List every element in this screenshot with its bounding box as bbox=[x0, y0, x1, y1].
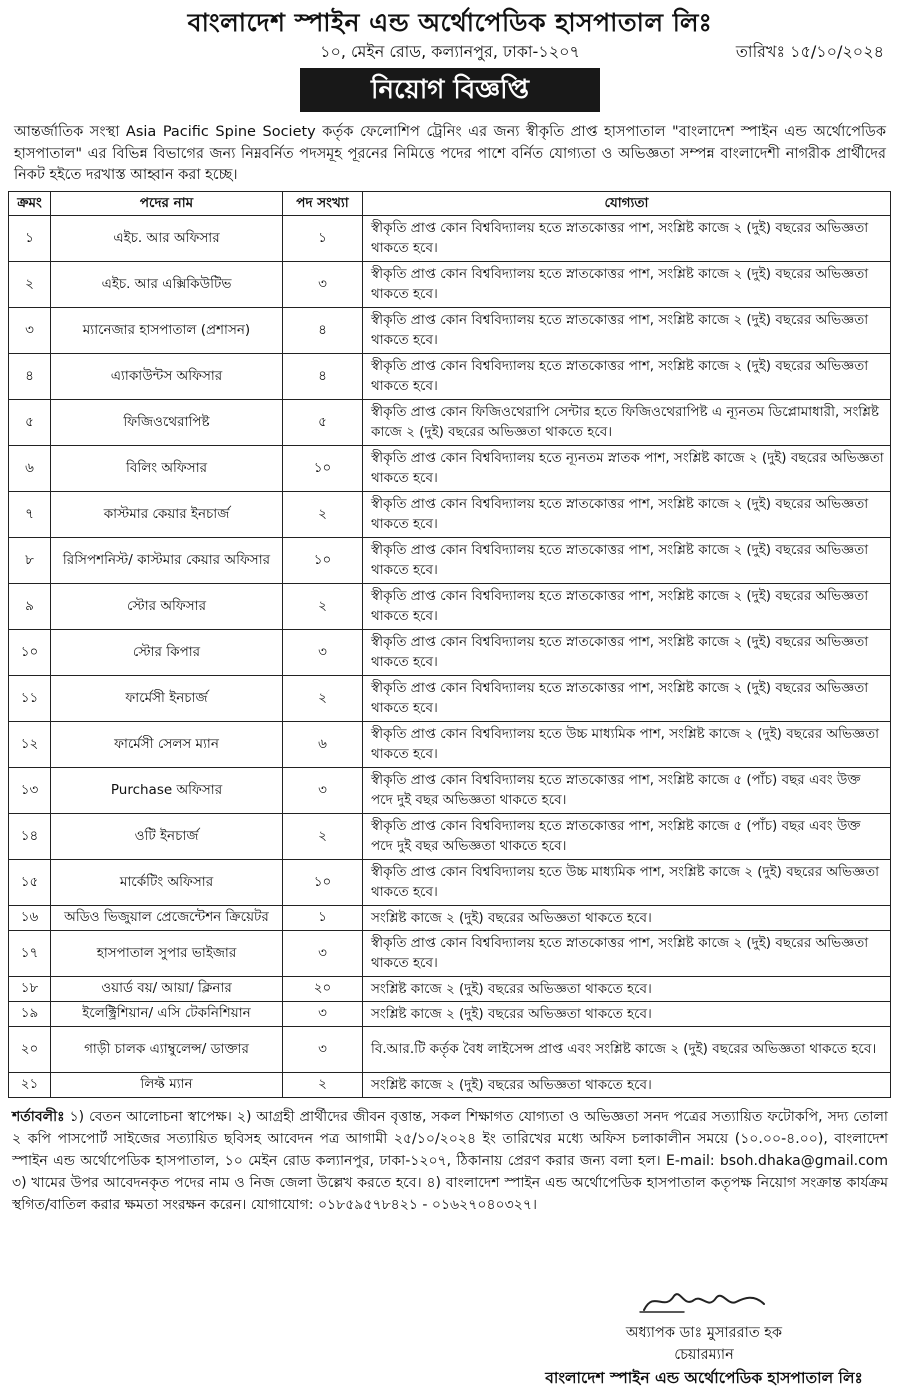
row-qualification: স্বীকৃতি প্রাপ্ত কোন বিশ্ববিদ্যালয় হতে স্নাতকোত্তর পাশ, সংশ্লিষ্ট কাজে ২ (দুই) বছরের অভিজ্ঞতা থাকতে হবে। bbox=[363, 353, 891, 399]
terms-paragraph bbox=[8, 1106, 892, 1216]
row-qualification: স্বীকৃতি প্রাপ্ত কোন বিশ্ববিদ্যালয় হতে স্নাতকোত্তর পাশ, সংশ্লিষ্ট কাজে ২ (দুই) বছরের অভিজ্ঞতা থাকতে হবে। bbox=[363, 537, 891, 583]
row-qualification: সংশ্লিষ্ট কাজে ২ (দুই) বছরের অভিজ্ঞতা থাকতে হবে। bbox=[363, 905, 891, 930]
row-qualification: বি.আর.টি কর্তৃক বৈধ লাইসেন্স প্রাপ্ত এবং সংশ্লিষ্ট কাজে ২ (দুই) বছরের অভিজ্ঞতা থাকতে হবে। bbox=[363, 1026, 891, 1072]
row-post-name: ম্যানেজার হাসপাতাল (প্রশাসন) bbox=[51, 307, 283, 353]
signature-scribble-icon bbox=[624, 1282, 784, 1318]
row-serial: ২০ bbox=[9, 1026, 51, 1072]
jobs-table-body bbox=[9, 215, 891, 1097]
row-serial: ১১ bbox=[9, 675, 51, 721]
signatory-org: বাংলাদেশ স্পাইন এন্ড অর্থোপেডিক হাসপাতাল লিঃ bbox=[545, 1369, 863, 1386]
row-post-name: বিলিং অফিসার bbox=[51, 445, 283, 491]
row-serial: ১৭ bbox=[9, 930, 51, 976]
signatory-title: চেয়ারম্যান bbox=[674, 1347, 734, 1363]
row-serial: ৭ bbox=[9, 491, 51, 537]
row-qualification: স্বীকৃতি প্রাপ্ত কোন বিশ্ববিদ্যালয় হতে উচ্চ মাধ্যমিক পাশ, সংশ্লিষ্ট কাজে ২ (দুই) বছরের অভিজ্ঞতা থাকতে হবে। bbox=[363, 859, 891, 905]
row-serial: ১৫ bbox=[9, 859, 51, 905]
row-qualification: স্বীকৃতি প্রাপ্ত কোন বিশ্ববিদ্যালয় হতে স্নাতকোত্তর পাশ, সংশ্লিষ্ট কাজে ২ (দুই) বছরের অভিজ্ঞতা থাকতে হবে। bbox=[363, 629, 891, 675]
row-post-count: ৩ bbox=[283, 261, 363, 307]
row-qualification: স্বীকৃতি প্রাপ্ত কোন বিশ্ববিদ্যালয় হতে স্নাতকোত্তর পাশ, সংশ্লিষ্ট কাজে ২ (দুই) বছরের অভিজ্ঞতা থাকতে হবে। bbox=[363, 930, 891, 976]
row-post-name: ফার্মেসী ইনচার্জ bbox=[51, 675, 283, 721]
table-row bbox=[9, 859, 891, 905]
row-post-count: ১০ bbox=[283, 537, 363, 583]
row-serial: ১৬ bbox=[9, 905, 51, 930]
row-post-name: মার্কেটিং অফিসার bbox=[51, 859, 283, 905]
notice-banner: নিয়োগ বিজ্ঞপ্তি bbox=[300, 68, 600, 112]
row-post-name: লিফ্ট ম্যান bbox=[51, 1072, 283, 1097]
row-post-count: ২ bbox=[283, 1072, 363, 1097]
row-post-name: কাস্টমার কেয়ার ইনচার্জ bbox=[51, 491, 283, 537]
signatory-name: অধ্যাপক ডাঃ মুসাররাত হক bbox=[625, 1325, 783, 1341]
row-post-count: ৫ bbox=[283, 399, 363, 445]
row-serial: ১৪ bbox=[9, 813, 51, 859]
row-post-count: ২ bbox=[283, 675, 363, 721]
address-row bbox=[8, 40, 892, 64]
row-qualification: স্বীকৃতি প্রাপ্ত কোন বিশ্ববিদ্যালয় হতে স্নাতকোত্তর পাশ, সংশ্লিষ্ট কাজে ২ (দুই) বছরের অভিজ্ঞতা থাকতে হবে। bbox=[363, 491, 891, 537]
row-post-count: ৩ bbox=[283, 1001, 363, 1026]
table-header-row bbox=[9, 191, 891, 215]
table-row bbox=[9, 675, 891, 721]
row-qualification: স্বীকৃতি প্রাপ্ত কোন বিশ্ববিদ্যালয় হতে স্নাতকোত্তর পাশ, সংশ্লিষ্ট কাজে ৫ (পাঁচ) বছর এবং উক্ত পদে দুই বছর অভিজ্ঞতা থাকতে হবে। bbox=[363, 767, 891, 813]
row-qualification: স্বীকৃতি প্রাপ্ত কোন বিশ্ববিদ্যালয় হতে স্নাতকোত্তর পাশ, সংশ্লিষ্ট কাজে ২ (দুই) বছরের অভিজ্ঞতা থাকতে হবে। bbox=[363, 675, 891, 721]
row-qualification: স্বীকৃতি প্রাপ্ত কোন বিশ্ববিদ্যালয় হতে স্নাতকোত্তর পাশ, সংশ্লিষ্ট কাজে ২ (দুই) বছরের অভিজ্ঞতা থাকতে হবে। bbox=[363, 307, 891, 353]
row-qualification: স্বীকৃতি প্রাপ্ত কোন বিশ্ববিদ্যালয় হতে ন্যূনতম স্নাতক পাশ, সংশ্লিষ্ট কাজে ২ (দুই) বছরের অভিজ্ঞতা থাকতে হবে। bbox=[363, 445, 891, 491]
row-serial: ১ bbox=[9, 215, 51, 261]
row-post-name: এইচ. আর এক্সিকিউটিভ bbox=[51, 261, 283, 307]
job-circular-page bbox=[8, 6, 892, 1380]
row-qualification: স্বীকৃতি প্রাপ্ত কোন বিশ্ববিদ্যালয় হতে স্নাতকোত্তর পাশ, সংশ্লিষ্ট কাজে ২ (দুই) বছরের অভিজ্ঞতা থাকতে হবে। bbox=[363, 583, 891, 629]
jobs-table bbox=[8, 191, 891, 1098]
table-row bbox=[9, 215, 891, 261]
table-row bbox=[9, 1001, 891, 1026]
table-row bbox=[9, 307, 891, 353]
row-post-name: এইচ. আর অফিসার bbox=[51, 215, 283, 261]
org-address: ১০, মেইন রোড, কল্যানপুর, ঢাকা-১২০৭ bbox=[320, 42, 580, 61]
row-post-count: ৪ bbox=[283, 307, 363, 353]
row-serial: ১৩ bbox=[9, 767, 51, 813]
row-serial: ৩ bbox=[9, 307, 51, 353]
row-serial: ৫ bbox=[9, 399, 51, 445]
row-post-name: ইলেক্ট্রিশিয়ান/ এসি টেকনিশিয়ান bbox=[51, 1001, 283, 1026]
row-serial: ৬ bbox=[9, 445, 51, 491]
row-serial: ২১ bbox=[9, 1072, 51, 1097]
terms-label: শর্তাবলীঃ bbox=[12, 1108, 65, 1125]
row-post-name: ফার্মেসী সেলস ম্যান bbox=[51, 721, 283, 767]
row-serial: ১২ bbox=[9, 721, 51, 767]
table-row bbox=[9, 905, 891, 930]
row-post-name: হাসপাতাল সুপার ভাইজার bbox=[51, 930, 283, 976]
row-serial: ৪ bbox=[9, 353, 51, 399]
row-post-count: ৩ bbox=[283, 930, 363, 976]
header-qualification: যোগ্যতা bbox=[363, 191, 891, 215]
row-post-name: অডিও ভিজুয়াল প্রেজেন্টেশন ক্রিয়েটর bbox=[51, 905, 283, 930]
header-post: পদের নাম bbox=[51, 191, 283, 215]
row-post-name: ফিজিওথেরাপিষ্ট bbox=[51, 399, 283, 445]
row-post-count: ১০ bbox=[283, 859, 363, 905]
row-qualification: স্বীকৃতি প্রাপ্ত কোন বিশ্ববিদ্যালয় হতে উচ্চ মাধ্যমিক পাশ, সংশ্লিষ্ট কাজে ২ (দুই) বছরের অভিজ্ঞতা থাকতে হবে। bbox=[363, 721, 891, 767]
row-post-count: ২ bbox=[283, 583, 363, 629]
row-serial: ১৯ bbox=[9, 1001, 51, 1026]
header-serial: ক্রমং bbox=[9, 191, 51, 215]
table-row bbox=[9, 1026, 891, 1072]
row-post-count: ২০ bbox=[283, 976, 363, 1001]
row-post-count: ১ bbox=[283, 905, 363, 930]
row-post-name: রিসিপশনিস্ট/ কাস্টমার কেয়ার অফিসার bbox=[51, 537, 283, 583]
row-serial: ৯ bbox=[9, 583, 51, 629]
table-row bbox=[9, 930, 891, 976]
table-row bbox=[9, 445, 891, 491]
intro-paragraph: আন্তর্জাতিক সংস্থা Asia Pacific Spine Society কর্তৃক ফেলোশিপ ট্রেনিং এর জন্য স্বীকৃতি প্রাপ্ত হাসপাতাল "বাংলাদেশ স্পাইন এন্ড অর্থোপেডিক হাসপাতাল" এর বিভিন্ন বিভাগের জন্য নিম্নবর্নিত পদসমূহ পূরনের নিমিত্তে পদের পাশে বর্নিত যোগ্যতা ও অভিজ্ঞতা সম্পন্ন বাংলাদেশী নাগরীক প্রার্থীদের নিকট হইতে দরখাস্ত আহ্বান করা হচ্ছে। bbox=[14, 124, 886, 183]
row-serial: ২ bbox=[9, 261, 51, 307]
row-post-name: স্টোর কিপার bbox=[51, 629, 283, 675]
row-post-count: ৩ bbox=[283, 767, 363, 813]
row-qualification: স্বীকৃতি প্রাপ্ত কোন বিশ্ববিদ্যালয় হতে স্নাতকোত্তর পাশ, সংশ্লিষ্ট কাজে ২ (দুই) বছরের অভিজ্ঞতা থাকতে হবে। bbox=[363, 215, 891, 261]
row-post-count: ৩ bbox=[283, 629, 363, 675]
row-qualification: স্বীকৃতি প্রাপ্ত কোন বিশ্ববিদ্যালয় হতে স্নাতকোত্তর পাশ, সংশ্লিষ্ট কাজে ৫ (পাঁচ) বছর এবং উক্ত পদে দুই বছর অভিজ্ঞতা থাকতে হবে। bbox=[363, 813, 891, 859]
table-row bbox=[9, 261, 891, 307]
row-post-count: ২ bbox=[283, 813, 363, 859]
row-qualification: সংশ্লিষ্ট কাজে ২ (দুই) বছরের অভিজ্ঞতা থাকতে হবে। bbox=[363, 1001, 891, 1026]
row-post-name: Purchase অফিসার bbox=[51, 767, 283, 813]
table-row bbox=[9, 491, 891, 537]
signature-block bbox=[524, 1282, 884, 1386]
table-row bbox=[9, 537, 891, 583]
table-row bbox=[9, 353, 891, 399]
row-post-count: ১০ bbox=[283, 445, 363, 491]
row-post-name: গাড়ী চালক এ্যাম্বুলেন্স/ ডাক্তার bbox=[51, 1026, 283, 1072]
row-post-name: স্টোর অফিসার bbox=[51, 583, 283, 629]
row-serial: ১৮ bbox=[9, 976, 51, 1001]
table-row bbox=[9, 813, 891, 859]
row-qualification: সংশ্লিষ্ট কাজে ২ (দুই) বছরের অভিজ্ঞতা থাকতে হবে। bbox=[363, 1072, 891, 1097]
table-row bbox=[9, 629, 891, 675]
row-post-count: ৩ bbox=[283, 1026, 363, 1072]
row-post-name: ওটি ইনচার্জ bbox=[51, 813, 283, 859]
row-post-count: ২ bbox=[283, 491, 363, 537]
row-post-count: ৪ bbox=[283, 353, 363, 399]
table-row bbox=[9, 767, 891, 813]
table-row bbox=[9, 399, 891, 445]
row-post-name: ওয়ার্ড বয়/ আয়া/ ক্লিনার bbox=[51, 976, 283, 1001]
table-row bbox=[9, 976, 891, 1001]
notice-date: তারিখঃ ১৫/১০/২০২৪ bbox=[735, 42, 884, 61]
table-row bbox=[9, 721, 891, 767]
terms-text: ১) বেতন আলোচনা স্বাপেক্ষ। ২) আগ্রহী প্রার্থীদের জীবন বৃত্তান্ত, সকল শিক্ষাগত যোগ্যতা ও অভিজ্ঞতা সনদ পত্রের সত্যায়িত ফটোকপি, সদ্য তোলা ২ কপি পাসপোর্ট সাইজের সত্যায়িত ছবিসহ আবেদন পত্র আগামী ২৫/১০/২০২৪ ইং তারিখের মধ্যে অফিস চলাকালীন সময়ে (১০.০০-৪.০০), বাংলাদেশ স্পাইন এন্ড অর্থোপেডিক হাসপাতাল, ১০ মেইন রোড কল্যানপুর, ঢাকা-১২০৭, ঠিকানায় প্রেরণ করার জন্য বলা হল। E-mail: bsoh.dhaka@gmail.com ৩) খামের উপর আবেদনকৃত পদের নাম ও নিজ জেলা উল্লেখ করতে হবে। ৪) বাংলাদেশ স্পাইন এন্ড অর্থোপেডিক হাসপাতাল কতৃপক্ষ নিয়োগ সংক্রান্ত কার্যক্রম স্থগিত/বাতিল করার ক্ষমতা সংরক্ষন করেন। যোগাযোগ: ০১৮৫৯৫৭৮৪২১ - ০১৬২৭০৪০৩২৭। bbox=[12, 1108, 888, 1213]
header-count: পদ সংখ্যা bbox=[283, 191, 363, 215]
table-row bbox=[9, 583, 891, 629]
row-serial: ৮ bbox=[9, 537, 51, 583]
row-post-count: ১ bbox=[283, 215, 363, 261]
org-title: বাংলাদেশ স্পাইন এন্ড অর্থোপেডিক হাসপাতাল লিঃ bbox=[187, 8, 713, 37]
row-qualification: স্বীকৃতি প্রাপ্ত কোন বিশ্ববিদ্যালয় হতে স্নাতকোত্তর পাশ, সংশ্লিষ্ট কাজে ২ (দুই) বছরের অভিজ্ঞতা থাকতে হবে। bbox=[363, 261, 891, 307]
table-row bbox=[9, 1072, 891, 1097]
row-post-count: ৬ bbox=[283, 721, 363, 767]
row-qualification: স্বীকৃতি প্রাপ্ত কোন ফিজিওথেরাপি সেন্টার হতে ফিজিওথেরাপিষ্ট এ ন্যূনতম ডিপ্লোমাধারী, সংশ্লিষ্ট কাজে ২ (দুই) বছরের অভিজ্ঞতা থাকতে হবে। bbox=[363, 399, 891, 445]
row-post-name: এ্যাকাউন্টস অফিসার bbox=[51, 353, 283, 399]
row-qualification: সংশ্লিষ্ট কাজে ২ (দুই) বছরের অভিজ্ঞতা থাকতে হবে। bbox=[363, 976, 891, 1001]
row-serial: ১০ bbox=[9, 629, 51, 675]
